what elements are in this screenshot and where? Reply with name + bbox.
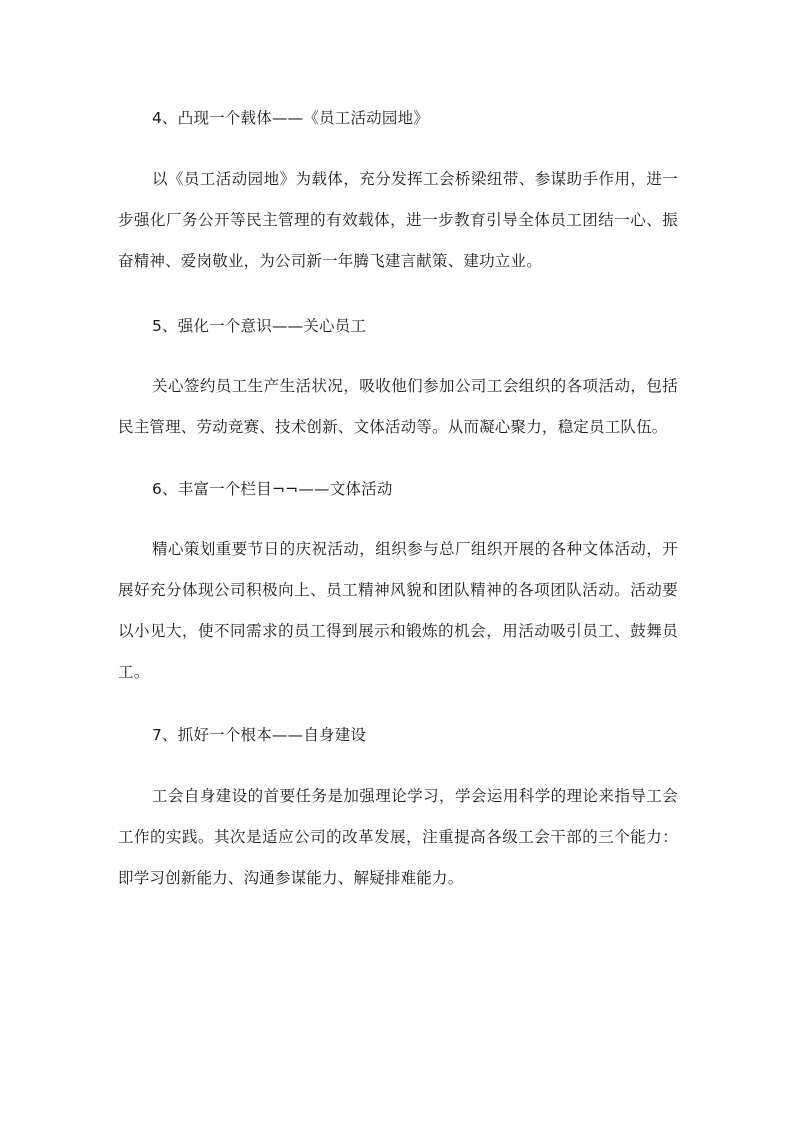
section-6-paragraph: 精心策划重要节日的庆祝活动，组织参与总厂组织开展的各种文体活动，开展好充分体现公司积极向上、员工精神风貌和团队精神的各项团队活动。活动要以小见大，使不同需求的员工得到展示和锻炼的机会，用活动吸引员工、鼓舞员工。 [118, 540, 678, 681]
section-4-paragraph: 以《员工活动园地》为载体，充分发挥工会桥梁纽带、参谋助手作用，进一步强化厂务公开等民主管理的有效载体，进一步教育引导全体员工团结一心、振奋精神、爱岗敬业，为公司新一年腾飞建言献策、建功立业。 [118, 170, 678, 270]
section-7-heading: 7、抓好一个根本——自身建设 [152, 726, 367, 744]
section-6-heading: 6、丰富一个栏目¬¬——文体活动 [152, 480, 393, 498]
section-5-heading: 5、强化一个意识——关心员工 [152, 317, 367, 335]
section-7-paragraph: 工会自身建设的首要任务是加强理论学习，学会运用科学的理论来指导工会工作的实践。其次是适应公司的改革发展，注重提高各级工会干部的三个能力：即学习创新能力、沟通参谋能力、解疑排难能力。 [118, 787, 678, 887]
section-5-paragraph: 关心签约员工生产生活状况，吸收他们参加公司工会组织的各项活动，包括民主管理、劳动竞赛、技术创新、文体活动等。从而凝心聚力，稳定员工队伍。 [118, 377, 678, 436]
section-4-heading: 4、凸现一个载体——《员工活动园地》 [152, 109, 429, 127]
